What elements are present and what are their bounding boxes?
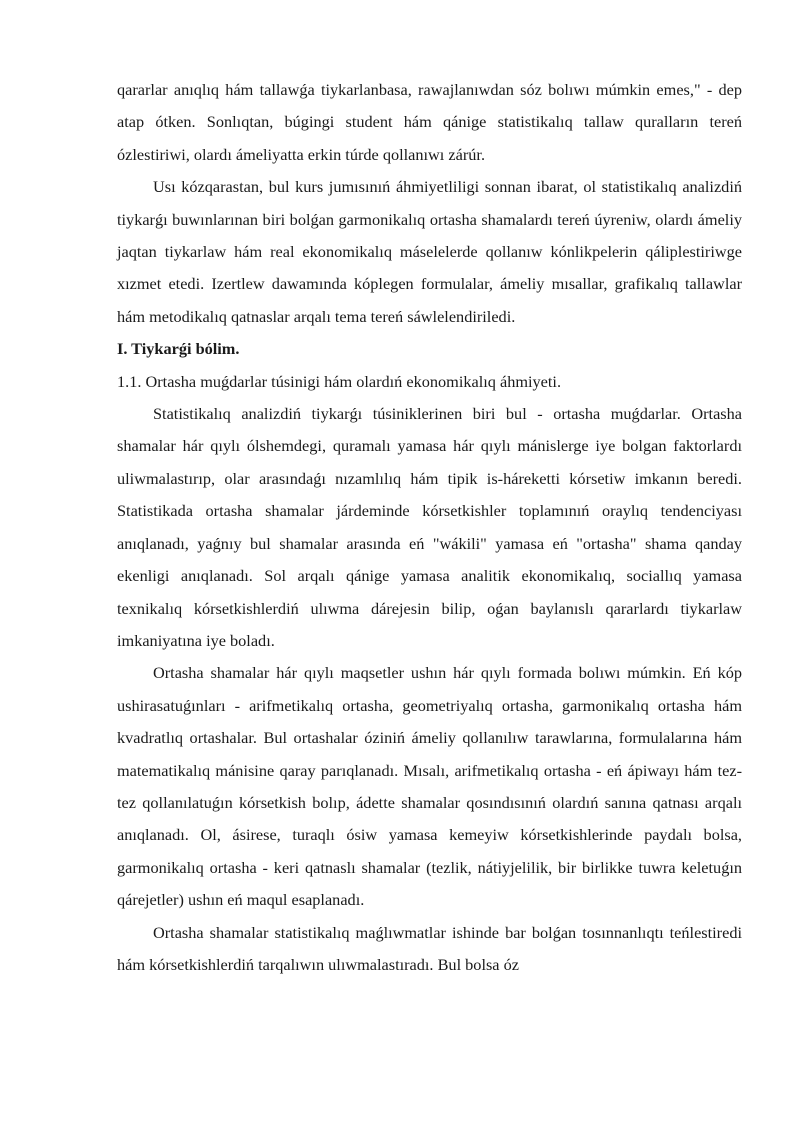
- paragraph-body-1: Statistikalıq analizdiń tiykarǵı túsiniklerinen biri bul - ortasha muǵdarlar. Ortasha shamalar hár qıylı ólshemdegi, quramalı yamasa hár qıylı mánislerge iye bolgan faktorlardı uliwmalastırıp, olar arasındaǵı nızamlılıq hám tipik is-háreketti kórsetiw imkanın beredi. Statistikada ortasha shamalar járdeminde kórsetkishler toplamınıń oraylıq tendenciyası anıqlanadı, yaǵnıy bul shamalar arasında eń "wákili" yamasa eń "ortasha" shama qanday ekenligi anıqlanadı. Sol arqalı qánige yamasa analitik ekonomikalıq, sociallıq yamasa texnikalıq kórsetkishlerdiń ulıwma dárejesin bilip, oǵan baylanıslı qararlardı tiykarlaw imkaniyatına iye boladı.: [117, 404, 742, 650]
- paragraph-intro-1: qararlar anıqlıq hám tallawǵa tiykarlanbasa, rawajlanıwdan sóz bolıwı múmkin emes," - dep atap ótken. Sonlıqtan, búgingi student hám qánige statistikalıq tallaw quralların tereń ózlestiriwi, olardı ámeliyatta erkin túrde qollanıwı zárúr.: [117, 80, 742, 164]
- paragraph-body-2: Ortasha shamalar hár qıylı maqsetler ushın hár qıylı formada bolıwı múmkin. Eń kóp ushirasatuǵınları - arifmetikalıq ortasha, geometriyalıq ortasha, garmonikalıq ortasha hám kvadratlıq ortashalar. Bul ortashalar óziniń ámeliy qollanılıw tarawlarına, formulalarına hám matematikalıq mánisine qaray parıqlanadı. Mısalı, arifmetikalıq ortasha - eń ápiwayı hám tez-tez qollanılatuǵın kórsetkish bolıp, ádette shamalar qosındısınıń olardıń sanına qatnası arqalı anıqlanadı. Ol, ásirese, turaqlı ósiw yamasa kemeyiw kórsetkishlerinde paydalı bolsa, garmonikalıq ortasha - keri qatnaslı shamalar (tezlik, nátiyjelilik, bir birlikke tuwra keletuǵın qárejetler) ushın eń maqul esaplanadı.: [117, 663, 742, 910]
- paragraph-intro-2: Usı kózqarastan, bul kurs jumısınıń áhmiyetliligi sonnan ibarat, ol statistikalıq analizdiń tiykarǵı buwınlarınan biri bolǵan garmonikalıq ortasha shamalardı tereń úyreniw, olardı ámeliy jaqtan tiykarlaw hám real ekonomikalıq máselelerde qollanıw kónlikpelerin qáliplestiriwge xızmet etedi. Izertlew dawamında kóplegen formulalar, ámeliy mısallar, grafikalıq tallawlar hám metodikalıq qatnaslar arqalı tema tereń sáwlelendiriledi.: [117, 177, 742, 326]
- document-page: [117, 74, 742, 981]
- paragraph-body-3: Ortasha shamalar statistikalıq maǵlıwmatlar ishinde bar bolǵan tosınnanlıqtı teńlestiredi hám kórsetkishlerdiń tarqalıwın ulıwmalastıradı. Bul bolsa óz: [117, 922, 742, 974]
- subsection-heading: 1.1. Ortasha muǵdarlar túsinigi hám olardıń ekonomikalıq áhmiyeti.: [117, 371, 562, 391]
- section-heading: I. Tiykarǵi bólim.: [117, 339, 240, 359]
